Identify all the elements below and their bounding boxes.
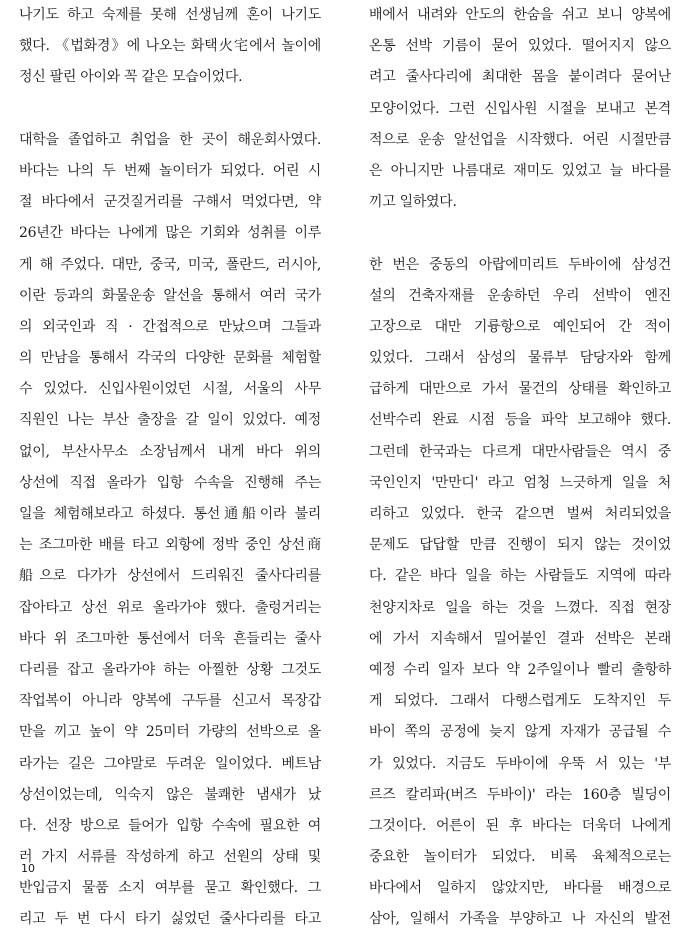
- right-paragraph-1: [369, 0, 671, 218]
- right-paragraph-2: [369, 250, 671, 936]
- text-line: 배에서 내려와 안도의 한숨을 쉬고 보니 양복에: [369, 7, 671, 23]
- text-line: 바다는 나의 두 번째 놀이터가 되었다. 어린 시: [19, 162, 321, 179]
- text-line: 작업복이 아니라 양복에 구두를 신고서 목장갑: [19, 693, 321, 710]
- text-line: 삼아, 일해서 가족을 부양하고 나 자신의 발전: [369, 911, 671, 928]
- text-line: 러 가지 서류를 작성하게 하고 선원의 상태 및: [19, 849, 321, 866]
- left-paragraph-1: [19, 0, 321, 94]
- text-line: 상선이었는데, 익숙지 않은 불쾌한 냄새가 났: [19, 786, 321, 803]
- text-line: 게 해 주었다. 대만, 중국, 미국, 폴란드, 러시아,: [19, 256, 321, 273]
- text-line: 했다. 《법화경》에 나오는 화택火宅에서 놀이에: [19, 38, 321, 55]
- text-line: 고장으로 대만 기륭항으로 예인되어 간 적이: [369, 318, 671, 335]
- text-line: 의 만남을 통해서 각국의 다양한 문화를 체험할: [19, 350, 321, 367]
- text-line: 바다에서 일하지 않았지만, 바다를 배경으로: [369, 880, 671, 897]
- text-line: 리고 두 번 다시 타기 싫었던 줄사다리를 타고: [19, 911, 321, 928]
- text-line: 의 외국인과 직 · 간접적으로 만났으며 그들과: [19, 318, 321, 335]
- text-line: 만을 끼고 높이 약 25미터 가량의 선박으로 올: [19, 724, 321, 741]
- text-line: 끼고 일하였다.: [369, 194, 457, 211]
- text-line: 바다 위 조그마한 통선에서 더욱 흔들리는 줄사: [19, 630, 321, 647]
- paragraph-gap: [369, 218, 671, 249]
- text-line: 국인인지 '만만디' 라고 엄청 느긋하게 일을 처: [369, 474, 671, 491]
- text-line: 이란 등과의 화물운송 알선을 통해서 여러 국가: [19, 287, 321, 304]
- text-line: 상선에 직접 올라가 입항 수속을 진행해 주는: [19, 474, 321, 491]
- text-line: 르즈 칼리파(버즈 두바이)' 라는 160층 빌딩이: [369, 786, 671, 803]
- text-line: 다. 선장 방으로 들어가 입항 수속에 필요한 여: [19, 817, 321, 834]
- text-line: 그것이다. 어른이 된 후 바다는 더욱더 나에게: [369, 817, 671, 834]
- text-line: 게 되었다. 그래서 다행스럽게도 도착지인 두: [369, 693, 671, 710]
- text-line: 중요한 놀이터가 되었다. 비록 육체적으로는: [369, 849, 671, 866]
- text-line: 일을 체험해보라고 하셨다. 통선通船이라 불리: [19, 506, 321, 522]
- text-line: 라가는 길은 그야말로 두려운 일이었다. 베트남: [19, 755, 321, 772]
- text-line: 다리를 잡고 올라가야 하는 아찔한 상황 그것도: [19, 661, 321, 678]
- text-line: 절 바다에서 군것질거리를 구해서 먹었다면, 약: [19, 194, 321, 211]
- text-line: 적으로 운송 알선업을 시작했다. 어린 시절만큼: [369, 131, 671, 148]
- text-line: 예정 수리 일자 보다 약 2주일이나 빨리 출항하: [369, 661, 671, 678]
- text-line: 정신 팔린 아이와 꼭 같은 모습이었다.: [19, 69, 243, 86]
- text-line: 급하게 대만으로 가서 물건의 상태를 확인하고: [369, 381, 671, 398]
- left-text-column: [19, 0, 321, 936]
- text-line: 리하고 있었다. 한국 같으면 벌써 처리되었을: [369, 506, 671, 522]
- text-line: 수 있었다. 신입사원이었던 시절, 서울의 사무: [19, 381, 321, 398]
- left-paragraph-2: [19, 125, 321, 936]
- text-line: 바이 쪽의 공정에 늦지 않게 자재가 공급될 수: [369, 724, 671, 741]
- text-line: 나기도 하고 숙제를 못해 선생님께 혼이 나기도: [19, 7, 321, 23]
- text-line: 대학을 졸업하고 취업을 한 곳이 해운회사였다.: [19, 131, 321, 148]
- text-line: 모양이었다. 그런 신입사원 시절을 보내고 본격: [369, 100, 671, 117]
- text-line: 직원인 나는 부산 출장을 갈 일이 있었다. 예정: [19, 412, 321, 429]
- text-line: 없이, 부산사무소 소장님께서 내게 바다 위의: [19, 443, 321, 460]
- text-line: 잡아타고 상선 위로 올라가야 했다. 출렁거리는: [19, 599, 321, 616]
- page-number: 10: [21, 862, 35, 875]
- paragraph-gap: [19, 94, 321, 125]
- text-line: 천양지차로 일을 하는 것을 느꼈다. 직접 현장: [369, 599, 671, 616]
- text-line: 반입금지 물품 소지 여부를 묻고 확인했다. 그: [19, 880, 321, 897]
- text-line: 船으로 다가가 상선에서 드리워진 줄사다리를: [19, 568, 321, 585]
- text-line: 26년간 바다는 나에게 많은 기회와 성취를 이루: [19, 225, 321, 242]
- text-line: 한 번은 중동의 아랍에미리트 두바이에 삼성건: [369, 256, 671, 273]
- right-text-column: [369, 0, 671, 936]
- text-line: 문제도 답답할 만큼 진행이 되지 않는 것이었: [369, 537, 671, 554]
- text-line: 설의 건축자재를 운송하던 우리 선박이 엔진: [369, 287, 671, 304]
- text-line: 다. 같은 바다 일을 하는 사람들도 지역에 따라: [369, 568, 671, 585]
- text-line: 그런데 한국과는 다르게 대만사람들은 역시 중: [369, 443, 671, 460]
- text-line: 선박수리 완료 시점 등을 파악 보고해야 했다.: [369, 412, 671, 429]
- text-line: 가 있었다. 지금도 두바이에 우뚝 서 있는 '부: [369, 755, 671, 772]
- text-line: 에 가서 지속해서 밀어붙인 결과 선박은 본래: [369, 630, 671, 647]
- text-line: 는 조그마한 배를 타고 외항에 정박 중인 상선商: [19, 537, 321, 554]
- text-line: 은 아니지만 나름대로 재미도 있었고 늘 바다를: [369, 162, 671, 179]
- text-line: 있었다. 그래서 삼성의 물류부 담당자와 함께: [369, 350, 671, 367]
- text-line: 온통 선박 기름이 묻어 있었다. 떨어지지 않으: [369, 38, 671, 55]
- text-line: 려고 줄사다리에 최대한 몸을 붙이려다 묻어난: [369, 69, 671, 86]
